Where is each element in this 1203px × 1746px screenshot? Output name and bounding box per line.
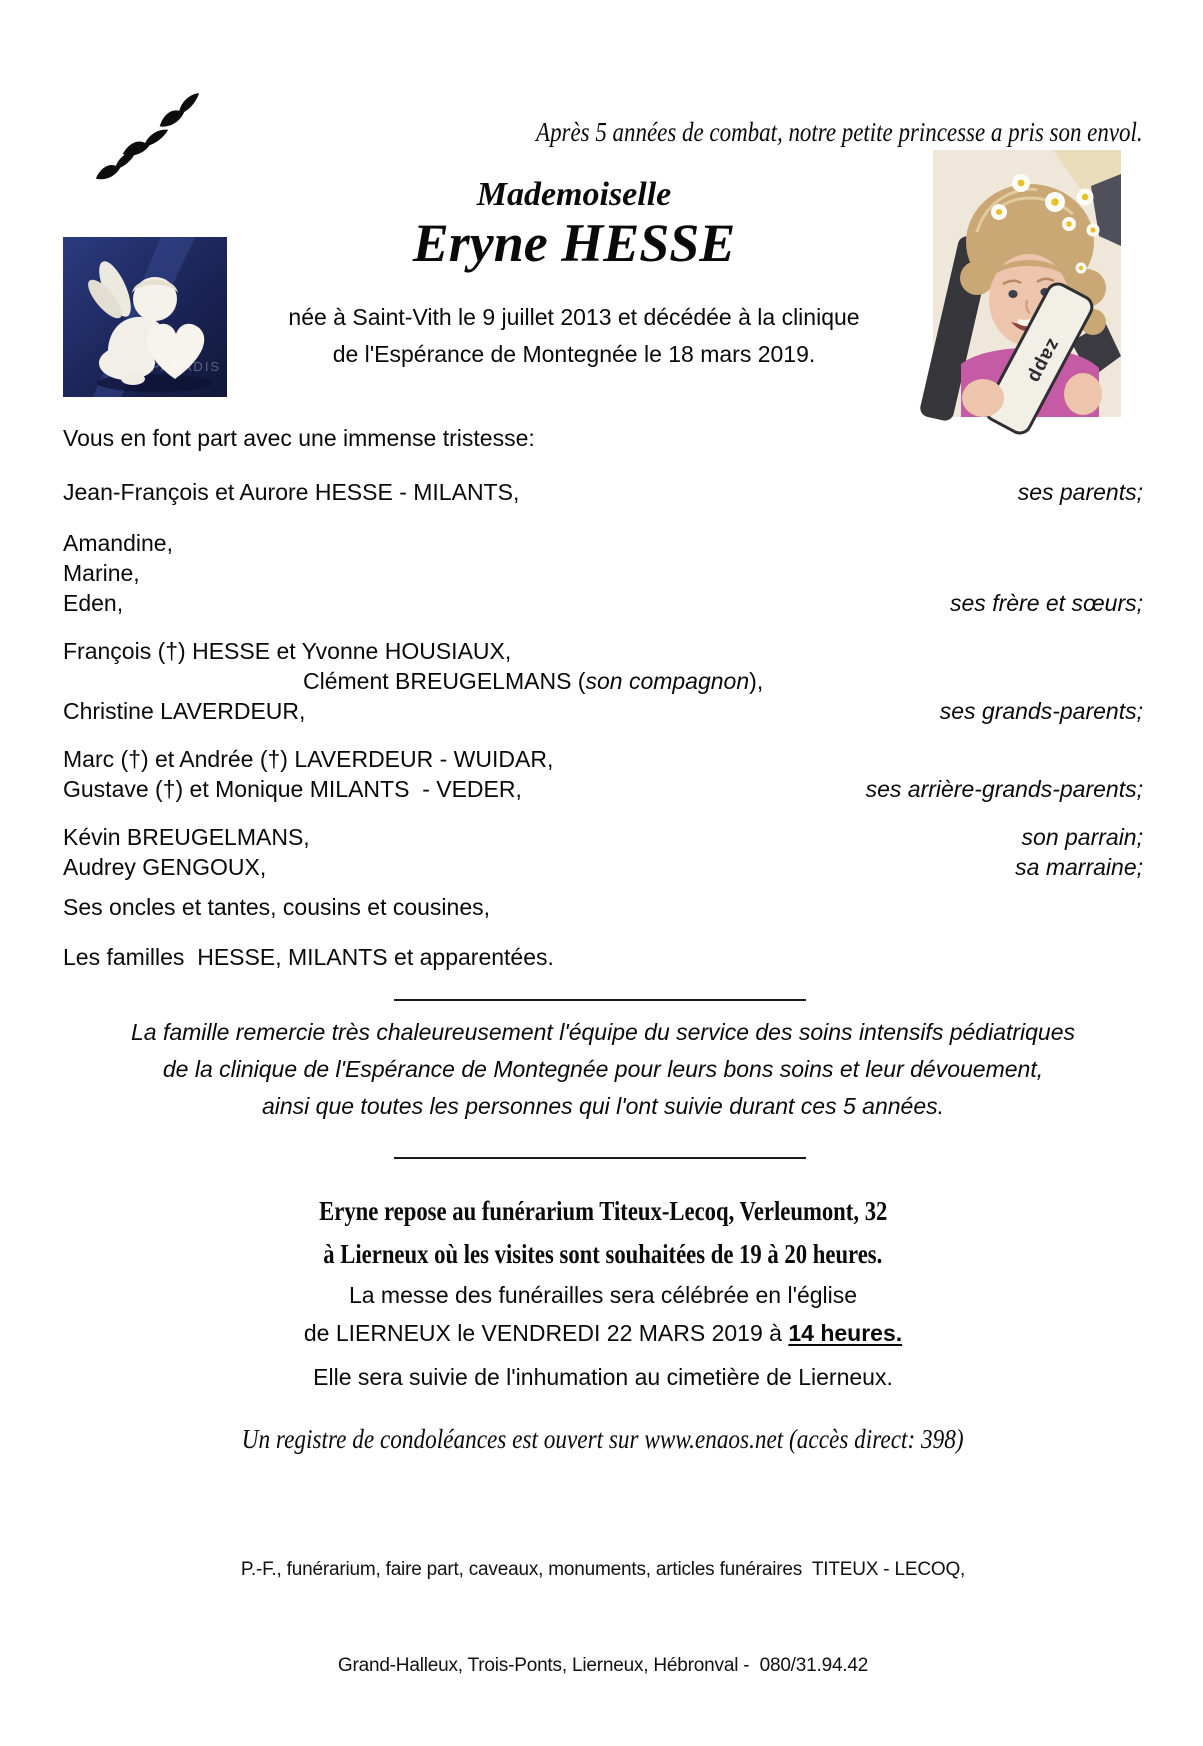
sibling-name: Amandine, (63, 530, 173, 556)
godfather-relation: son parrain; (1021, 824, 1143, 850)
grandparents-names: Clément BREUGELMANS (son compagnon), (303, 668, 764, 694)
parents-row (63, 477, 1143, 507)
uncles-row (63, 892, 1143, 922)
godfather-row (63, 822, 1143, 852)
sibling-row (63, 528, 1143, 558)
grandparents-names: Christine LAVERDEUR, (63, 698, 306, 724)
thanks-line3: ainsi que toutes les personnes qui l'ont suivie durant ces 5 années. (261, 1093, 945, 1119)
footer-line1: P.-F., funérarium, faire part, caveaux, monuments, articles funéraires TITEUX - LECOQ, (240, 1559, 966, 1580)
intro-text: Vous en font part avec une immense tristesse: (63, 425, 535, 451)
greatgrandparents-names: Gustave (†) et Monique MILANTS - VEDER, (63, 776, 522, 802)
godmother-name: Audrey GENGOUX, (63, 854, 267, 880)
families-text: Les familles HESSE, MILANTS et apparentées. (63, 944, 554, 970)
deceased-name: Eryne HESSE (412, 213, 736, 273)
mass-line2: de LIERNEUX le VENDREDI 22 MARS 2019 à 14 heures. (303, 1320, 903, 1346)
grandparents-names: François (†) HESSE et Yvonne HOUSIAUX, (63, 638, 512, 664)
mass-line1: La messe des funérailles sera célébrée en l'église (348, 1282, 858, 1308)
burial-line: Elle sera suivie de l'inhumation au cimetière de Lierneux. (313, 1364, 893, 1390)
parents-relation: ses parents; (1017, 479, 1143, 505)
sibling-row (63, 588, 1143, 618)
sibling-name: Marine, (63, 560, 140, 586)
grandparents-relation: ses grands-parents; (939, 698, 1143, 724)
angel-watermark: PARADIS (151, 359, 222, 374)
footer-block (63, 1490, 1143, 1746)
greatgrandparents-names: Marc (†) et Andrée (†) LAVERDEUR - WUIDAR, (63, 746, 554, 772)
mass-block (63, 1276, 1143, 1352)
angel-figurine-photo (63, 237, 227, 397)
siblings-relation: ses frère et sœurs; (950, 590, 1143, 616)
portrait-strap-label: zapp (1023, 335, 1065, 387)
sibling-name: Eden, (63, 590, 124, 616)
godfather-name: Kévin BREUGELMANS, (63, 824, 310, 850)
register-line (63, 1424, 1143, 1455)
divider-line (394, 999, 806, 1001)
repose-line2: à Lierneux où les visites sont souhaitées de 19 à 20 heures. (323, 1239, 883, 1269)
grandparents-row (63, 696, 1143, 726)
portrait-photo (933, 150, 1121, 417)
thanks-line1: La famille remercie très chaleureusement l'équipe du service des soins intensifs pédiatriques (130, 1019, 1076, 1045)
footer-line2: Grand-Halleux, Trois-Ponts, Lierneux, Hébronval - 080/31.94.42 (337, 1655, 869, 1676)
godmother-relation: sa marraine; (1015, 854, 1143, 880)
thanks-block (63, 1014, 1143, 1125)
greatgrandparents-row (63, 774, 1143, 804)
mass-time: 14 heures. (788, 1320, 903, 1346)
greatgrandparents-relation: ses arrière-grands-parents; (865, 776, 1143, 802)
intro-row (63, 423, 1143, 453)
uncles-text: Ses oncles et tantes, cousins et cousines, (63, 894, 491, 920)
parents-names: Jean-François et Aurore HESSE - MILANTS, (63, 479, 520, 505)
grandparents-row (63, 666, 1143, 696)
greatgrandparents-row (63, 744, 1143, 774)
salutation: Mademoiselle (476, 176, 672, 213)
register-text: Un registre de condoléances est ouvert sur www.enaos.net (accès direct: 398) (242, 1424, 964, 1454)
thanks-line2: de la clinique de l'Espérance de Montegnée pour leurs bons soins et leur dévouement, (162, 1056, 1044, 1082)
repose-line1: Eryne repose au funérarium Titeux-Lecoq, Verleumont, 32 (318, 1196, 888, 1226)
families-row (63, 942, 1143, 972)
grandparents-row (63, 636, 1143, 666)
repose-block (63, 1192, 1143, 1278)
divider-line (394, 1157, 806, 1159)
birth-death-line2: de l'Espérance de Montegnée le 18 mars 2019. (332, 341, 816, 367)
birth-death-line1: née à Saint-Vith le 9 juillet 2013 et décédée à la clinique (288, 304, 860, 330)
godmother-row (63, 852, 1143, 882)
epigraph-text: Après 5 années de combat, notre petite princesse a pris son envol. (536, 117, 1143, 147)
sibling-row (63, 558, 1143, 588)
